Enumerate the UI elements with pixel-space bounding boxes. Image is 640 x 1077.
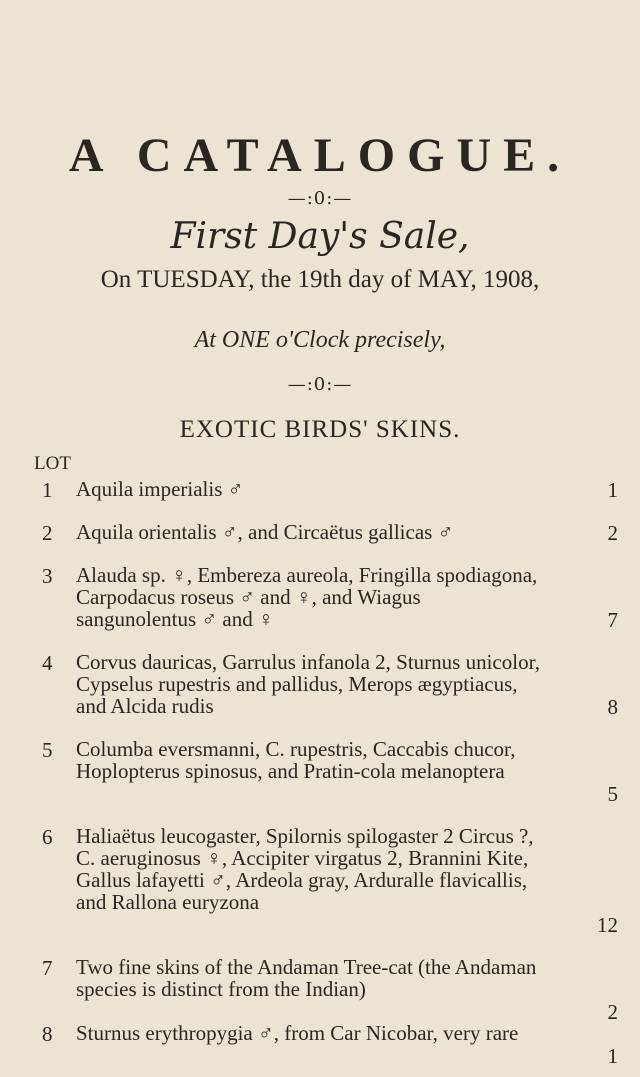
lot-description: Corvus dauricas, Garrulus infanola 2, Sturnus unicolor, Cypselus rupestris and pallidus, Merops ægyptiacus, and Alcida rudis [76,650,540,718]
lot-count: 8 [607,695,618,719]
catalogue-title: A CATALOGUE. [68,129,572,182]
lot-number: 4 [42,651,53,675]
lot-description: Columba eversmanni, C. rupestris, Caccabis chucor, Hoplopterus spinosus, and Pratin-cola melanoptera [76,737,516,783]
ornament-rule: —:0:— [287,188,353,209]
lot-count: 2 [607,1000,618,1024]
lot-count: 7 [607,608,618,632]
lot-description: Aquila orientalis ♂, and Circaëtus gallicas ♂ [76,520,454,544]
lot-number: 3 [42,564,53,588]
section-title: EXOTIC BIRDS' SKINS. [179,416,461,443]
lot-description: Haliaëtus leucogaster, Spilornis spilogaster 2 Circus ?, C. aeruginosus ♀, Accipiter virgatus 2, Brannini Kite, Gallus lafayetti ♂, Ardeola gray, Arduralle flavicallis, and Rallona euryzona [76,824,534,914]
sale-subtitle: First Day's Sale, [170,216,470,257]
lot-count: 5 [607,782,618,806]
lot-count: 12 [597,913,618,937]
lot-number: 2 [42,521,53,545]
lot-number: 6 [42,825,53,849]
sale-time: At ONE o'Clock precisely, [194,327,446,353]
lot-description: Aquila imperialis ♂ [76,477,244,501]
lot-count: 1 [607,478,618,502]
lot-count: 1 [607,1044,618,1068]
sale-date: On TUESDAY, the 19th day of MAY, 1908, [100,266,540,293]
lot-description: Two fine skins of the Andaman Tree-cat (the Andaman species is distinct from the Indian) [76,955,537,1001]
lot-number: 8 [42,1022,53,1046]
lot-description: Alauda sp. ♀, Embereza aureola, Fringilla spodiagona, Carpodacus roseus ♂ and ♀, and Wiagus sangunolentus ♂ and ♀ [76,563,538,631]
lot-column-label: LOT [34,453,71,474]
lot-number: 7 [42,956,53,980]
lot-number: 5 [42,738,53,762]
lot-number: 1 [42,478,53,502]
ornament-rule-2: —:0:— [287,374,353,395]
lot-description: Sturnus erythropygia ♂, from Car Nicobar, very rare [76,1021,519,1045]
lot-count: 2 [607,521,618,545]
